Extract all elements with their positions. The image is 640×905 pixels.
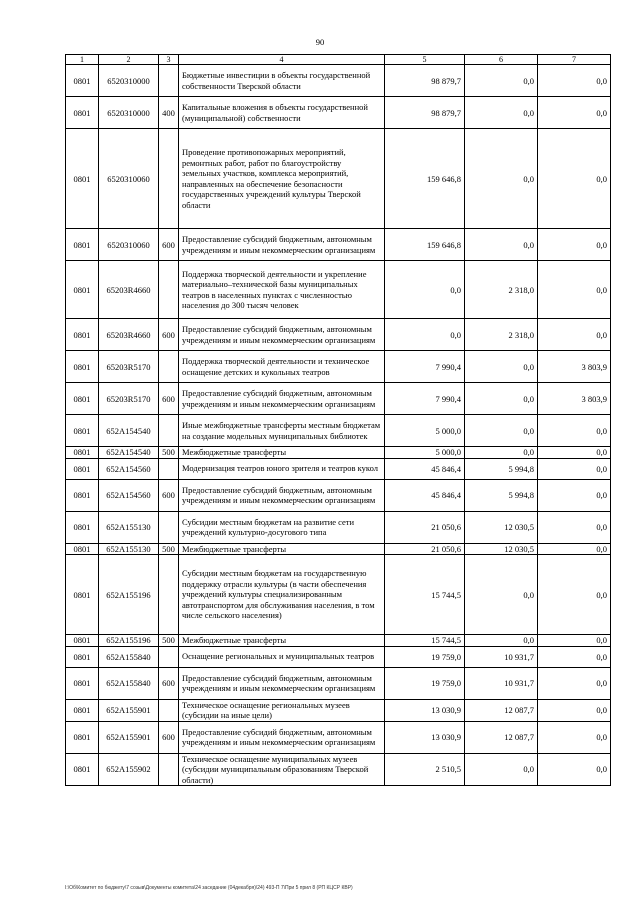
item-name: Бюджетные инвестиции в объекты государственной собственности Тверской области bbox=[179, 65, 385, 97]
target-article-code: 6520310060 bbox=[99, 129, 159, 229]
section-code: 0801 bbox=[66, 261, 99, 319]
item-name: Предоставление субсидий бюджетным, автономным учреждениям и иным некоммерческим организациям bbox=[179, 319, 385, 351]
amount-col-7: 0,0 bbox=[538, 447, 611, 459]
item-name: Техническое оснащение региональных музеев (субсидии на иные цели) bbox=[179, 699, 385, 721]
amount-col-7: 0,0 bbox=[538, 415, 611, 447]
table-row bbox=[66, 447, 611, 459]
amount-col-6: 0,0 bbox=[465, 129, 538, 229]
amount-col-7: 3 803,9 bbox=[538, 383, 611, 415]
column-number: 4 bbox=[179, 55, 385, 65]
table-row bbox=[66, 699, 611, 721]
table-row bbox=[66, 65, 611, 97]
table-row bbox=[66, 383, 611, 415]
amount-col-6: 0,0 bbox=[465, 383, 538, 415]
target-article-code: 652A155901 bbox=[99, 699, 159, 721]
item-name: Оснащение региональных и муниципальных театров bbox=[179, 646, 385, 667]
table-row bbox=[66, 667, 611, 699]
item-name: Субсидии местным бюджетам на развитие сети учреждений культурно-досугового типа bbox=[179, 511, 385, 543]
section-code: 0801 bbox=[66, 555, 99, 635]
section-code: 0801 bbox=[66, 97, 99, 129]
amount-col-5: 5 000,0 bbox=[385, 447, 465, 459]
target-article-code: 652A155901 bbox=[99, 721, 159, 753]
expense-type-code bbox=[159, 699, 179, 721]
expense-type-code: 400 bbox=[159, 97, 179, 129]
amount-col-5: 15 744,5 bbox=[385, 555, 465, 635]
expense-type-code bbox=[159, 65, 179, 97]
budget-table bbox=[65, 54, 611, 786]
expense-type-code bbox=[159, 753, 179, 786]
amount-col-6: 12 030,5 bbox=[465, 511, 538, 543]
amount-col-5: 7 990,4 bbox=[385, 383, 465, 415]
expense-type-code bbox=[159, 261, 179, 319]
item-name: Предоставление субсидий бюджетным, автономным учреждениям и иным некоммерческим организациям bbox=[179, 667, 385, 699]
amount-col-7: 0,0 bbox=[538, 479, 611, 511]
amount-col-5: 21 050,6 bbox=[385, 511, 465, 543]
item-name: Предоставление субсидий бюджетным, автономным учреждениям и иным некоммерческим организациям bbox=[179, 721, 385, 753]
table-row bbox=[66, 511, 611, 543]
column-number: 2 bbox=[99, 55, 159, 65]
target-article-code: 652A155902 bbox=[99, 753, 159, 786]
amount-col-6: 0,0 bbox=[465, 447, 538, 459]
table-row bbox=[66, 646, 611, 667]
section-code: 0801 bbox=[66, 351, 99, 383]
amount-col-6: 2 318,0 bbox=[465, 261, 538, 319]
section-code: 0801 bbox=[66, 646, 99, 667]
column-number: 3 bbox=[159, 55, 179, 65]
amount-col-7: 3 803,9 bbox=[538, 351, 611, 383]
target-article-code: 652A155196 bbox=[99, 555, 159, 635]
section-code: 0801 bbox=[66, 319, 99, 351]
amount-col-7: 0,0 bbox=[538, 319, 611, 351]
amount-col-7: 0,0 bbox=[538, 129, 611, 229]
amount-col-6: 0,0 bbox=[465, 351, 538, 383]
table-row bbox=[66, 479, 611, 511]
amount-col-6: 5 994,8 bbox=[465, 458, 538, 479]
table-row bbox=[66, 458, 611, 479]
amount-col-6: 12 030,5 bbox=[465, 543, 538, 555]
amount-col-7: 0,0 bbox=[538, 229, 611, 261]
item-name: Капитальные вложения в объекты государственной (муниципальной) собственности bbox=[179, 97, 385, 129]
item-name: Поддержка творческой деятельности и укрепление материально–технической базы муниципальных театров в населенных пунктах с численностью населения до 300 тысяч человек bbox=[179, 261, 385, 319]
expense-type-code bbox=[159, 415, 179, 447]
target-article-code: 652A154540 bbox=[99, 447, 159, 459]
target-article-code: 652A154560 bbox=[99, 458, 159, 479]
amount-col-5: 19 759,0 bbox=[385, 667, 465, 699]
item-name: Межбюджетные трансферты bbox=[179, 447, 385, 459]
amount-col-5: 159 646,8 bbox=[385, 229, 465, 261]
target-article-code: 6520310000 bbox=[99, 97, 159, 129]
amount-col-6: 0,0 bbox=[465, 753, 538, 786]
table-row bbox=[66, 753, 611, 786]
section-code: 0801 bbox=[66, 129, 99, 229]
column-number: 5 bbox=[385, 55, 465, 65]
amount-col-6: 0,0 bbox=[465, 229, 538, 261]
amount-col-5: 21 050,6 bbox=[385, 543, 465, 555]
amount-col-7: 0,0 bbox=[538, 511, 611, 543]
amount-col-7: 0,0 bbox=[538, 667, 611, 699]
amount-col-5: 7 990,4 bbox=[385, 351, 465, 383]
expense-type-code: 600 bbox=[159, 479, 179, 511]
section-code: 0801 bbox=[66, 699, 99, 721]
table-row bbox=[66, 555, 611, 635]
amount-col-6: 0,0 bbox=[465, 555, 538, 635]
item-name: Межбюджетные трансферты bbox=[179, 543, 385, 555]
expense-type-code bbox=[159, 555, 179, 635]
file-path-footer: I:\Об\Комитет по бюджету\7 созыв\Документы комитета\24 заседание (04декабря)\24) 493-П 7\При 5 прил 8 (РП КЦСР КВР) bbox=[65, 885, 353, 891]
section-code: 0801 bbox=[66, 458, 99, 479]
section-code: 0801 bbox=[66, 721, 99, 753]
target-article-code: 6520310000 bbox=[99, 65, 159, 97]
expense-type-code: 500 bbox=[159, 635, 179, 647]
section-code: 0801 bbox=[66, 229, 99, 261]
item-name: Предоставление субсидий бюджетным, автономным учреждениям и иным некоммерческим организациям bbox=[179, 479, 385, 511]
table-row bbox=[66, 129, 611, 229]
section-code: 0801 bbox=[66, 635, 99, 647]
amount-col-5: 13 030,9 bbox=[385, 699, 465, 721]
column-number: 6 bbox=[465, 55, 538, 65]
target-article-code: 652A155840 bbox=[99, 646, 159, 667]
section-code: 0801 bbox=[66, 65, 99, 97]
table-row bbox=[66, 415, 611, 447]
amount-col-5: 5 000,0 bbox=[385, 415, 465, 447]
expense-type-code: 600 bbox=[159, 383, 179, 415]
item-name: Межбюджетные трансферты bbox=[179, 635, 385, 647]
amount-col-7: 0,0 bbox=[538, 65, 611, 97]
amount-col-5: 0,0 bbox=[385, 319, 465, 351]
amount-col-6: 10 931,7 bbox=[465, 646, 538, 667]
target-article-code: 652A154540 bbox=[99, 415, 159, 447]
section-code: 0801 bbox=[66, 511, 99, 543]
expense-type-code: 500 bbox=[159, 447, 179, 459]
amount-col-6: 2 318,0 bbox=[465, 319, 538, 351]
amount-col-5: 0,0 bbox=[385, 261, 465, 319]
target-article-code: 65203R5170 bbox=[99, 351, 159, 383]
expense-type-code bbox=[159, 351, 179, 383]
section-code: 0801 bbox=[66, 543, 99, 555]
page-number: 90 bbox=[315, 37, 325, 47]
amount-col-5: 45 846,4 bbox=[385, 458, 465, 479]
item-name: Техническое оснащение муниципальных музеев (субсидии муниципальным образованиям Тверской области) bbox=[179, 753, 385, 786]
target-article-code: 652A155130 bbox=[99, 543, 159, 555]
amount-col-6: 0,0 bbox=[465, 415, 538, 447]
amount-col-5: 13 030,9 bbox=[385, 721, 465, 753]
expense-type-code bbox=[159, 129, 179, 229]
amount-col-5: 2 510,5 bbox=[385, 753, 465, 786]
amount-col-5: 98 879,7 bbox=[385, 65, 465, 97]
amount-col-7: 0,0 bbox=[538, 699, 611, 721]
amount-col-5: 98 879,7 bbox=[385, 97, 465, 129]
amount-col-6: 0,0 bbox=[465, 97, 538, 129]
amount-col-7: 0,0 bbox=[538, 721, 611, 753]
amount-col-7: 0,0 bbox=[538, 753, 611, 786]
item-name: Субсидии местным бюджетам на государственную поддержку отрасли культуры (в части обеспечения учреждений культуры специализированным автотранспортом для обслуживания населения, в том числе сельского населения) bbox=[179, 555, 385, 635]
target-article-code: 65203R4660 bbox=[99, 319, 159, 351]
item-name: Иные межбюджетные трансферты местным бюджетам на создание модельных муниципальных библиотек bbox=[179, 415, 385, 447]
column-number: 7 bbox=[538, 55, 611, 65]
expense-type-code bbox=[159, 646, 179, 667]
expense-type-code: 500 bbox=[159, 543, 179, 555]
item-name: Поддержка творческой деятельности и техническое оснащение детских и кукольных театров bbox=[179, 351, 385, 383]
expense-type-code: 600 bbox=[159, 319, 179, 351]
amount-col-5: 19 759,0 bbox=[385, 646, 465, 667]
expense-type-code bbox=[159, 511, 179, 543]
amount-col-6: 5 994,8 bbox=[465, 479, 538, 511]
section-code: 0801 bbox=[66, 479, 99, 511]
item-name: Предоставление субсидий бюджетным, автономным учреждениям и иным некоммерческим организациям bbox=[179, 383, 385, 415]
amount-col-6: 12 087,7 bbox=[465, 699, 538, 721]
table-row bbox=[66, 351, 611, 383]
amount-col-7: 0,0 bbox=[538, 261, 611, 319]
target-article-code: 652A155840 bbox=[99, 667, 159, 699]
amount-col-5: 15 744,5 bbox=[385, 635, 465, 647]
amount-col-7: 0,0 bbox=[538, 543, 611, 555]
table-row bbox=[66, 319, 611, 351]
amount-col-5: 45 846,4 bbox=[385, 479, 465, 511]
target-article-code: 65203R5170 bbox=[99, 383, 159, 415]
expense-type-code: 600 bbox=[159, 667, 179, 699]
section-code: 0801 bbox=[66, 667, 99, 699]
target-article-code: 652A155130 bbox=[99, 511, 159, 543]
item-name: Проведение противопожарных мероприятий, ремонтных работ, работ по благоустройству земельных участков, комплекса мероприятий, направленных на обеспечение безопасности государственных учреждений культуры Тверской области bbox=[179, 129, 385, 229]
column-number-row bbox=[66, 55, 611, 65]
amount-col-6: 0,0 bbox=[465, 65, 538, 97]
amount-col-6: 12 087,7 bbox=[465, 721, 538, 753]
expense-type-code: 600 bbox=[159, 229, 179, 261]
amount-col-7: 0,0 bbox=[538, 635, 611, 647]
table-row bbox=[66, 97, 611, 129]
table-row bbox=[66, 721, 611, 753]
expense-type-code bbox=[159, 458, 179, 479]
column-number: 1 bbox=[66, 55, 99, 65]
section-code: 0801 bbox=[66, 383, 99, 415]
amount-col-6: 10 931,7 bbox=[465, 667, 538, 699]
table-row bbox=[66, 543, 611, 555]
amount-col-7: 0,0 bbox=[538, 458, 611, 479]
section-code: 0801 bbox=[66, 415, 99, 447]
expense-type-code: 600 bbox=[159, 721, 179, 753]
section-code: 0801 bbox=[66, 447, 99, 459]
target-article-code: 652A154560 bbox=[99, 479, 159, 511]
item-name: Модернизация театров юного зрителя и театров кукол bbox=[179, 458, 385, 479]
amount-col-7: 0,0 bbox=[538, 555, 611, 635]
item-name: Предоставление субсидий бюджетным, автономным учреждениям и иным некоммерческим организациям bbox=[179, 229, 385, 261]
target-article-code: 652A155196 bbox=[99, 635, 159, 647]
table-row bbox=[66, 229, 611, 261]
target-article-code: 65203R4660 bbox=[99, 261, 159, 319]
amount-col-6: 0,0 bbox=[465, 635, 538, 647]
amount-col-7: 0,0 bbox=[538, 646, 611, 667]
amount-col-5: 159 646,8 bbox=[385, 129, 465, 229]
table-row bbox=[66, 635, 611, 647]
target-article-code: 6520310060 bbox=[99, 229, 159, 261]
table-row bbox=[66, 261, 611, 319]
section-code: 0801 bbox=[66, 753, 99, 786]
amount-col-7: 0,0 bbox=[538, 97, 611, 129]
